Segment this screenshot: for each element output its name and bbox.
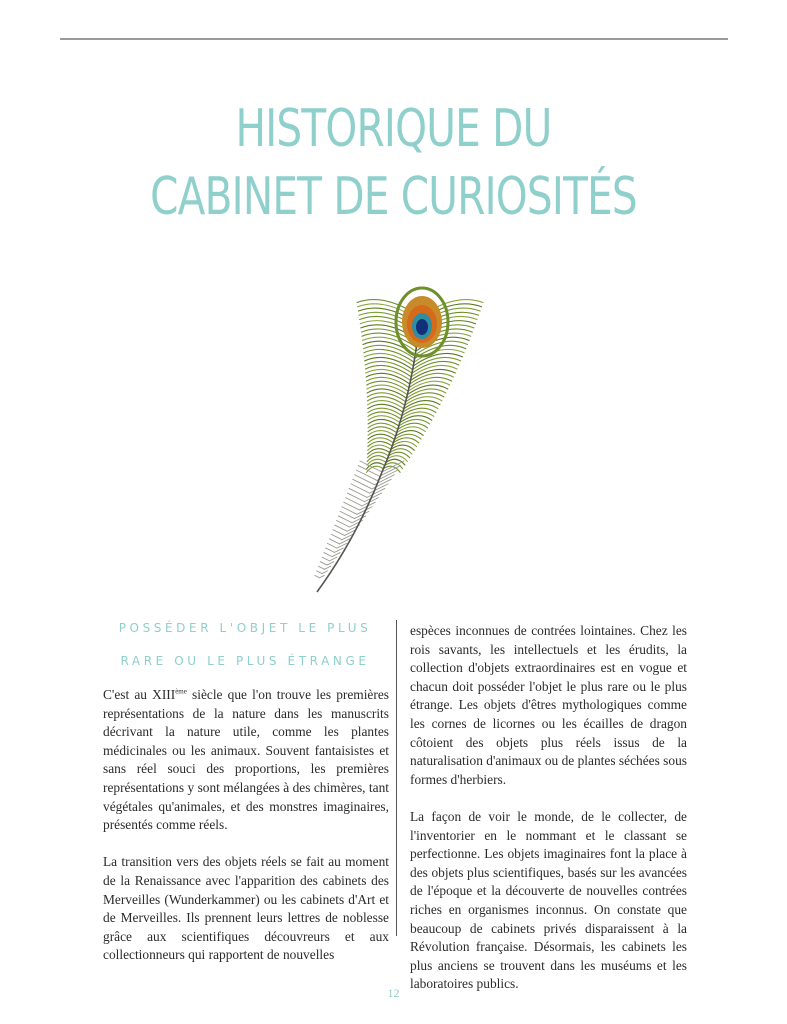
feather-down-barb (337, 521, 350, 528)
feather-down-barb (358, 466, 379, 477)
feather-down-barb (335, 525, 347, 531)
feather-down-barb (330, 557, 337, 561)
feather-down-barb (329, 539, 339, 544)
feather-barb (367, 456, 387, 462)
page-title (87, 95, 701, 231)
feather-down-barb (315, 575, 320, 577)
feather-barb (367, 452, 388, 457)
left-paragraph-1 (103, 686, 389, 835)
feather-down-barb (324, 553, 332, 557)
title-line-1: HISTORIQUE DU (235, 99, 552, 159)
right-paragraph-2: La façon de voir le monde, de le collecter, de l'inventorier en le nommant et le classant se perfectionne. Les objets imaginaires font la place à des objets plus scientifiques, basés sur les avancées de l'époque et la découverte de nouvelles contrées riches en organismes inconnus. On constate que beaucoup de cabinets privés disparaissent à la Révolution française. Désormais, les cabinets les plus anciens se trouvent dans les muséums et les laboratoires publics. (410, 808, 687, 992)
feather-down-barb (333, 530, 345, 536)
feather-barb (363, 345, 414, 358)
left-p1-superscript: ème (175, 687, 187, 696)
feather-barb (368, 431, 396, 437)
feather-down-barb (320, 575, 325, 577)
feather-down-barb (347, 493, 364, 502)
section-heading-line-1: POSSÉDER L'OBJET LE PLUS (118, 621, 372, 635)
right-paragraph-1: espèces inconnues de contrées lointaines. Chez les rois savants, les intellectuels et les érudits, la collection d'objets extraordinaires est en vogue et chacun doit posséder l'objet le plus rare ou le plus étrange. Les objets d'êtres mythologiques comme les cornes de licornes ou les écailles de dragon côtoient des objets plus réels issus de la naturalisation d'animaux ou de plantes séchées sous formes d'herbiers. (410, 623, 687, 787)
feather-down-barb (317, 571, 322, 574)
column-divider (396, 620, 397, 936)
feather-barb (408, 381, 450, 391)
feather-down-barb (352, 516, 366, 523)
right-column (410, 622, 687, 994)
feather-barb (368, 438, 393, 443)
feather-down-barb (327, 562, 334, 565)
peacock-feather-illustration (262, 252, 527, 597)
title-line-2: CABINET DE CURIOSITÉS (150, 167, 637, 227)
top-rule (60, 38, 728, 40)
feather-barb (368, 434, 394, 439)
left-paragraph-2: La transition vers des objets réels se fait au moment de la Renaissance avec l'apparition des cabinets des Merveilles (Wunderkammer) ou les cabinets d'Art et de Merveilles. Ils prennent leurs lettres de noblesse grâce aux scientifiques découvreurs et aux collectionneurs qui rapportent de nouvelles (103, 854, 389, 963)
feather-barb (368, 441, 392, 446)
feather-down-barb (318, 566, 324, 569)
page-number: 12 (387, 986, 400, 1000)
feather-down-barb (338, 516, 352, 523)
feather-barb (363, 341, 415, 355)
feather-down-barb (355, 475, 375, 485)
section-heading-line-2: RARE OU LE PLUS ÉTRANGE (120, 654, 370, 668)
feather-barb (392, 441, 416, 446)
feather-barb (368, 427, 397, 433)
feather-down-barb (320, 562, 327, 565)
feather-down-barb (322, 571, 327, 574)
feather-down-barb (349, 488, 367, 497)
feather-down-barb (327, 543, 337, 548)
feather-down-barb (332, 553, 340, 557)
feather-barb (365, 357, 413, 369)
left-column (103, 686, 389, 965)
feather-barb (364, 353, 413, 366)
feather-down-barb (353, 479, 372, 489)
feather-down-barb (322, 557, 329, 561)
feather-barb (368, 449, 390, 454)
feather-barb (395, 434, 421, 439)
feather-down-barb (335, 548, 344, 552)
feather-down-barb (351, 484, 370, 493)
feather-down-barb (325, 566, 331, 569)
left-p1-start: C'est au XIII (103, 687, 176, 702)
left-p1-rest: siècle que l'on trouve les premières représentations de la nature dans les manuscrits décrivant la nature utile, comme les plantes médicinales ou les animaux. Souvent fantaisistes et sans réel souci des proportions, les premières représentations y sont mélangées à des chimères, tant végétales qu'animales, et des monstres imaginaires, présentés comme réels. (103, 687, 389, 833)
feather-down-barb (326, 548, 335, 552)
feather-down-barb (331, 534, 342, 539)
feather-barb (365, 361, 412, 373)
feather-barb (368, 445, 391, 450)
feather-barb (393, 438, 418, 443)
